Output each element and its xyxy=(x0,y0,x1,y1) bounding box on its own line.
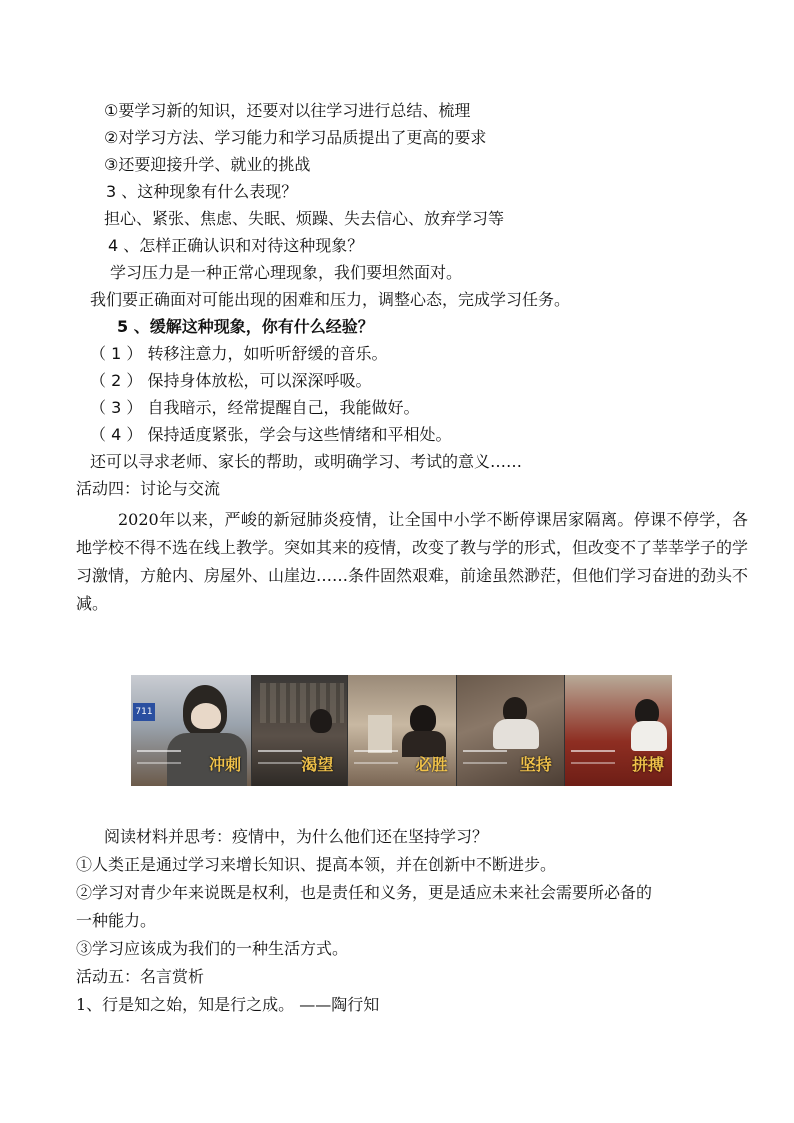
section-heading-activity-five: 活动五：名言赏析 xyxy=(76,967,205,986)
section-heading-activity-four: 活动四：讨论与交流 xyxy=(76,479,221,498)
quote-line-1: 1、行是知之始，知是行之成。 ——陶行知 xyxy=(76,995,380,1014)
room-sign: 711 xyxy=(133,703,155,721)
photo-text-lines xyxy=(258,750,302,764)
text-line-3: ③还要迎接升学、就业的挑战 xyxy=(104,155,311,174)
text-line-7: 学习压力是一种正常心理现象，我们要坦然面对。 xyxy=(110,263,463,282)
photo-caption-strive: 拼搏 xyxy=(632,755,665,774)
photo-persist xyxy=(457,675,565,786)
photo-caption-persist: 坚持 xyxy=(519,755,552,774)
photo-caption-victory: 必胜 xyxy=(415,755,448,774)
photo-text-lines xyxy=(354,750,398,764)
text-line-9: 5 、缓解这种现象，你有什么经验？ xyxy=(117,317,374,336)
text-line-6: 4 、怎样正确认识和对待这种现象？ xyxy=(108,236,364,255)
reading-question: 阅读材料并思考：疫情中，为什么他们还在坚持学习？ xyxy=(104,827,489,846)
text-line-2: ②对学习方法、学习能力和学习品质提出了更高的要求 xyxy=(104,128,487,147)
epidemic-paragraph: 2020年以来，严峻的新冠肺炎疫情，让全国中小学不断停课居家隔离。停课不停学，各地学校不得不选在线上教学。突如其来的疫情，改变了教与学的形式，但改变不了莘莘学子的学习激情，方舱内、房屋外、山崖边……条件固然艰难，前途虽然渺茫，但他们学习奋进的劲头不减。 xyxy=(76,510,749,613)
student-photo-strip xyxy=(131,675,672,786)
photo-sprint xyxy=(131,675,252,786)
photo-victory xyxy=(348,675,456,786)
photo-text-lines xyxy=(463,750,507,764)
answer-line-2-cont: 一种能力。 xyxy=(76,911,157,930)
text-line-12: （ 3 ） 自我暗示，经常提醒自己，我能做好。 xyxy=(90,398,420,417)
text-line-11: （ 2 ） 保持身体放松，可以深深呼吸。 xyxy=(90,371,372,390)
photo-text-lines xyxy=(137,750,181,764)
text-line-14: 还可以寻求老师、家长的帮助，或明确学习、考试的意义…… xyxy=(90,452,523,471)
answer-line-3: ③学习应该成为我们的一种生活方式。 xyxy=(76,939,349,958)
text-line-13: （ 4 ） 保持适度紧张，学会与这些情绪和平相处。 xyxy=(90,425,452,444)
photo-caption-desire: 渴望 xyxy=(301,755,334,774)
text-line-8: 我们要正确面对可能出现的困难和压力，调整心态，完成学习任务。 xyxy=(90,290,571,309)
answer-line-1: ①人类正是通过学习来增长知识、提高本领，并在创新中不断进步。 xyxy=(76,855,557,874)
photo-desire xyxy=(252,675,348,786)
text-line-4: 3 、这种现象有什么表现？ xyxy=(106,182,298,201)
answer-line-2: ②学习对青少年来说既是权利，也是责任和义务，更是适应未来社会需要所必备的 xyxy=(76,883,653,902)
text-line-1: ①要学习新的知识，还要对以往学习进行总结、梳理 xyxy=(104,101,471,120)
photo-strive xyxy=(565,675,672,786)
photo-caption-sprint: 冲刺 xyxy=(209,755,242,774)
text-line-5: 担心、紧张、焦虑、失眠、烦躁、失去信心、放弃学习等 xyxy=(104,209,505,228)
photo-text-lines xyxy=(571,750,615,764)
text-line-10: （ 1 ） 转移注意力，如听听舒缓的音乐。 xyxy=(90,344,388,363)
